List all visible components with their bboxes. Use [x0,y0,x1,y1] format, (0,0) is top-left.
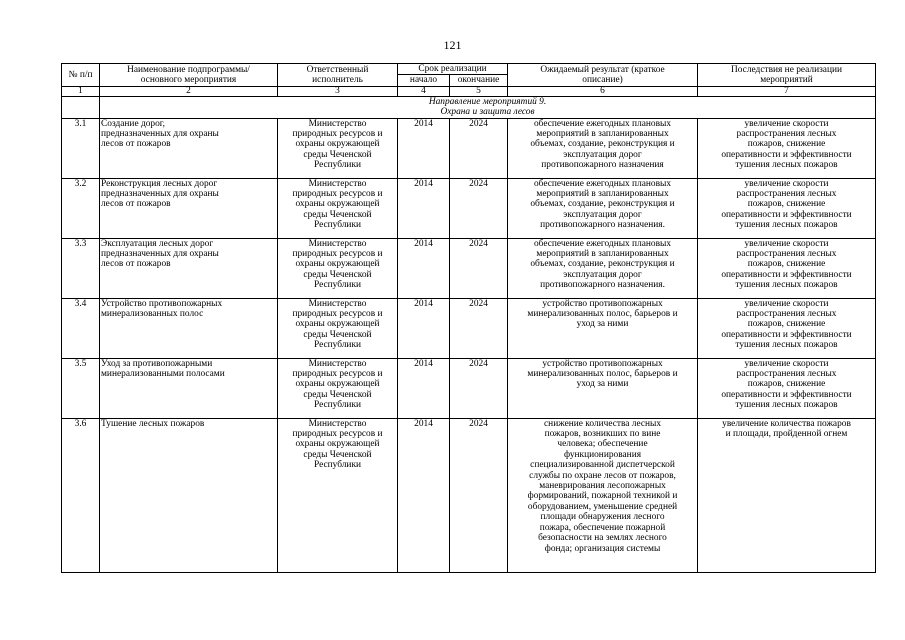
row-consequences: увеличение скорости распространения лесных пожаров, снижение оперативности и эффективности тушения лесных пожаров [698,238,876,298]
row-name: Создание дорог, предназначенных для охраны лесов от пожаров [100,118,278,178]
page-number: 121 [443,38,462,52]
row-responsible: Министерство природных ресурсов и охраны окружающей среды Чеченской Республики [278,238,398,298]
row-responsible: Министерство природных ресурсов и охраны окружающей среды Чеченской Республики [278,418,398,572]
row-consequences: увеличение скорости распространения лесных пожаров, снижение оперативности и эффективности тушения лесных пожаров [698,118,876,178]
row-end: 2024 [450,418,508,572]
section-row [62,96,876,118]
row-index: 3.2 [62,178,100,238]
row-result: обеспечение ежегодных плановых мероприятий в запланированных объемах, создание, реконструкция и эксплуатация дорог противопожарного назначения. [508,178,698,238]
row-end: 2024 [450,358,508,418]
row-name: Реконструкция лесных дорог предназначенных для охраны лесов от пожаров [100,178,278,238]
header-result: Ожидаемый результат (краткое описание) [508,64,698,87]
section-title-line2: Охрана и защита лесов [440,107,535,118]
column-number: 1 [62,86,100,96]
column-number: 6 [508,86,698,96]
row-end: 2024 [450,178,508,238]
column-numbers-row [62,86,876,96]
row-consequences: увеличение скорости распространения лесных пожаров, снижение оперативности и эффективности тушения лесных пожаров [698,358,876,418]
row-responsible: Министерство природных ресурсов и охраны окружающей среды Чеченской Республики [278,358,398,418]
section-title [100,96,876,118]
row-end: 2024 [450,298,508,358]
table-row [62,178,876,238]
row-responsible: Министерство природных ресурсов и охраны окружающей среды Чеченской Республики [278,178,398,238]
row-responsible: Министерство природных ресурсов и охраны окружающей среды Чеченской Республики [278,298,398,358]
column-number: 2 [100,86,278,96]
row-consequences: увеличение скорости распространения лесных пожаров, снижение оперативности и эффективности тушения лесных пожаров [698,298,876,358]
row-start: 2014 [398,178,450,238]
table-row [62,118,876,178]
row-end: 2024 [450,118,508,178]
table-row [62,358,876,418]
row-responsible: Министерство природных ресурсов и охраны окружающей среды Чеченской Республики [278,118,398,178]
row-start: 2014 [398,118,450,178]
row-name: Устройство противопожарных минерализованных полос [100,298,278,358]
row-consequences: увеличение количества пожаров и площади, пройденной огнем [698,418,876,572]
row-result: снижение количества лесных пожаров, возникших по вине человека; обеспечение функционирования специализированной диспетчерской службы по охране лесов от пожаров, маневрирования лесопожарных формирований, пожарной техникой и оборудованием, уменьшение средней площади обнаружения лесного пожара, обеспечение пожарной безопасности на землях лесного фонда; организация системы [508,418,698,572]
section-title-line1: Направление мероприятий 9. [428,96,547,107]
row-name: Тушение лесных пожаров [100,418,278,572]
row-name: Уход за противопожарными минерализованными полосами [100,358,278,418]
row-consequences: увеличение скорости распространения лесных пожаров, снижение оперативности и эффективности тушения лесных пожаров [698,178,876,238]
row-start: 2014 [398,298,450,358]
row-index: 3.1 [62,118,100,178]
row-index: 3.4 [62,298,100,358]
row-index: 3.5 [62,358,100,418]
row-result: устройство противопожарных минерализованных полос, барьеров и уход за ними [508,358,698,418]
row-result: обеспечение ежегодных плановых мероприятий в запланированных объемах, создание, реконструкция и эксплуатация дорог противопожарного назначения [508,118,698,178]
measures-table [61,63,876,573]
table-row [62,238,876,298]
column-number: 4 [398,86,450,96]
row-name: Эксплуатация лесных дорог предназначенных для охраны лесов от пожаров [100,238,278,298]
header-start: начало [398,75,450,86]
table-row [62,418,876,572]
header-name: Наименование подпрограммы/ основного мероприятия [100,64,278,87]
header-responsible: Ответственный исполнитель [278,64,398,87]
column-number: 7 [698,86,876,96]
column-number: 5 [450,86,508,96]
column-number: 3 [278,86,398,96]
header-num: № п/п [62,64,100,87]
row-index: 3.3 [62,238,100,298]
header-consequences: Последствия не реализации мероприятий [698,64,876,87]
row-result: устройство противопожарных минерализованных полос, барьеров и уход за ними [508,298,698,358]
row-start: 2014 [398,358,450,418]
row-index: 3.6 [62,418,100,572]
header-period: Срок реализации [398,64,508,75]
header-end: окончание [450,75,508,86]
row-start: 2014 [398,238,450,298]
row-result: обеспечение ежегодных плановых мероприятий в запланированных объемах, создание, реконструкция и эксплуатация дорог противопожарного назначения. [508,238,698,298]
table-row [62,298,876,358]
row-start: 2014 [398,418,450,572]
row-end: 2024 [450,238,508,298]
